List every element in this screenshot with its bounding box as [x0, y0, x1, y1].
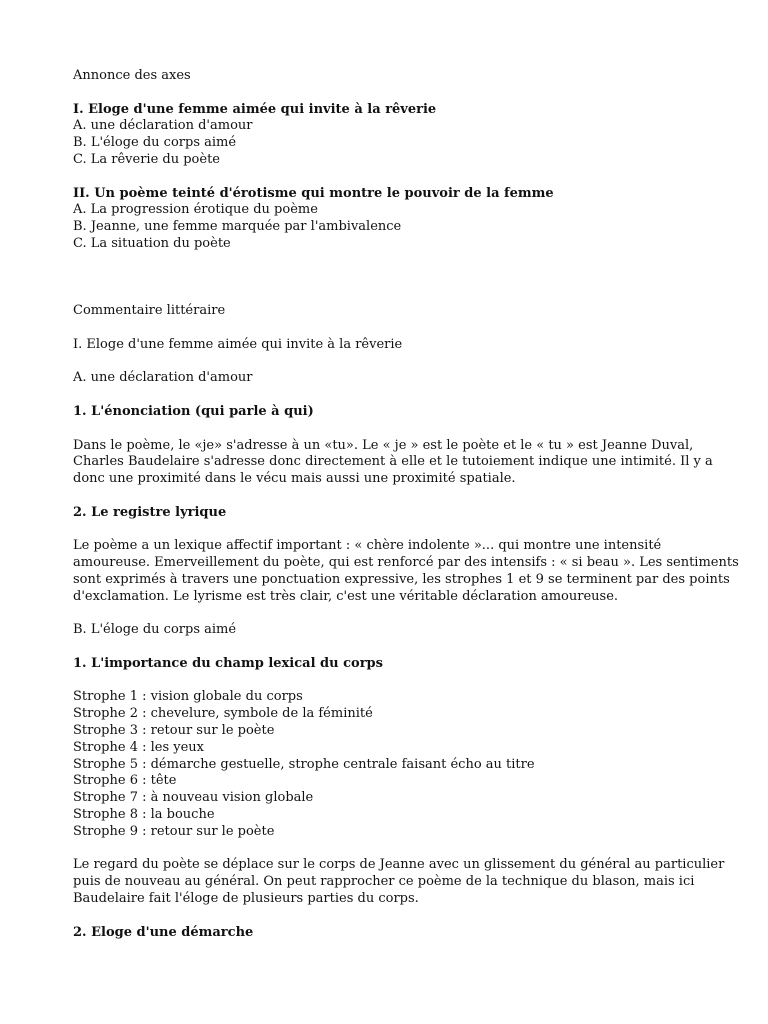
commentary-heading: Commentaire littéraire — [73, 303, 226, 319]
section-b-sub1-title: 1. L'importance du champ lexical du corps — [73, 655, 383, 671]
paragraph-line: Dans le poème, le «je» s'adresse à un «tu». Le « je » est le poète et le « tu » est Jeanne Duval, — [73, 437, 694, 453]
paragraph-line: Le poème a un lexique affectif important : « chère indolente »... qui montre une intensité — [73, 538, 662, 554]
strophe-list — [73, 689, 728, 840]
paragraph-line: donc une proximité dans le vécu mais aussi une proximité spatiale. — [73, 471, 516, 487]
strophe-item: Strophe 5 : démarche gestuelle, strophe centrale faisant écho au titre — [73, 756, 535, 772]
strophe-item: Strophe 7 : à nouveau vision globale — [73, 790, 314, 806]
commentary-part1-title: I. Eloge d'une femme aimée qui invite à la rêverie — [73, 336, 403, 352]
outline-part1-item-a: A. une déclaration d'amour — [73, 118, 253, 134]
outline-part1-title: I. Eloge d'une femme aimée qui invite à la rêverie — [73, 101, 437, 117]
strophe-item: Strophe 1 : vision globale du corps — [73, 689, 303, 705]
strophe-item: Strophe 3 : retour sur le poète — [73, 723, 275, 739]
outline-part2-title: II. Un poème teinté d'érotisme qui montre le pouvoir de la femme — [73, 185, 554, 201]
paragraph-line: puis de nouveau au général. On peut rapprocher ce poème de la technique du blason, mais ici — [73, 874, 695, 890]
outline-part2-item-c: C. La situation du poète — [73, 235, 231, 251]
paragraph-line: Charles Baudelaire s'adresse donc directement à elle et le tutoiement indique une intimité. Il y a — [73, 454, 713, 470]
strophe-item: Strophe 8 : la bouche — [73, 807, 215, 823]
paragraph-line: Baudelaire fait l'éloge de plusieurs parties du corps. — [73, 891, 419, 907]
section-b-sub2-title: 2. Eloge d'une démarche — [73, 924, 254, 940]
strophe-item: Strophe 4 : les yeux — [73, 739, 205, 755]
outline-part2-item-b: B. Jeanne, une femme marquée par l'ambivalence — [73, 219, 402, 235]
outline-part1-item-b: B. L'éloge du corps aimé — [73, 135, 237, 151]
paragraph-line: sont exprimés à travers une ponctuation expressive, les strophes 1 et 9 se terminent par des points — [73, 571, 730, 587]
strophe-item: Strophe 9 : retour sur le poète — [73, 823, 275, 839]
strophe-item: Strophe 6 : tête — [73, 773, 177, 789]
outline-part2-item-a: A. La progression érotique du poème — [73, 202, 318, 218]
paragraph-line: d'exclamation. Le lyrisme est très clair, c'est une véritable déclaration amoureuse. — [73, 588, 619, 604]
section-a-sub2-title: 2. Le registre lyrique — [73, 504, 227, 520]
section-a-title: A. une déclaration d'amour — [73, 370, 253, 386]
paragraph-line: amoureuse. Emerveillement du poète, qui est renforcé par des intensifs : « si beau ». Les sentiments — [73, 555, 739, 571]
paragraph-line: Le regard du poète se déplace sur le corps de Jeanne avec un glissement du général au particulier — [73, 857, 725, 873]
strophe-item: Strophe 2 : chevelure, symbole de la féminité — [73, 706, 373, 722]
outline-heading: Annonce des axes — [73, 68, 191, 83]
section-a-sub1-paragraph — [73, 438, 728, 488]
section-a-sub1-title: 1. L'énonciation (qui parle à qui) — [73, 403, 314, 419]
outline-part1-item-c: C. La rêverie du poète — [73, 151, 220, 167]
section-b-title: B. L'éloge du corps aimé — [73, 622, 237, 638]
section-a-sub2-paragraph — [73, 538, 739, 605]
section-b-sub1-paragraph — [73, 857, 728, 907]
